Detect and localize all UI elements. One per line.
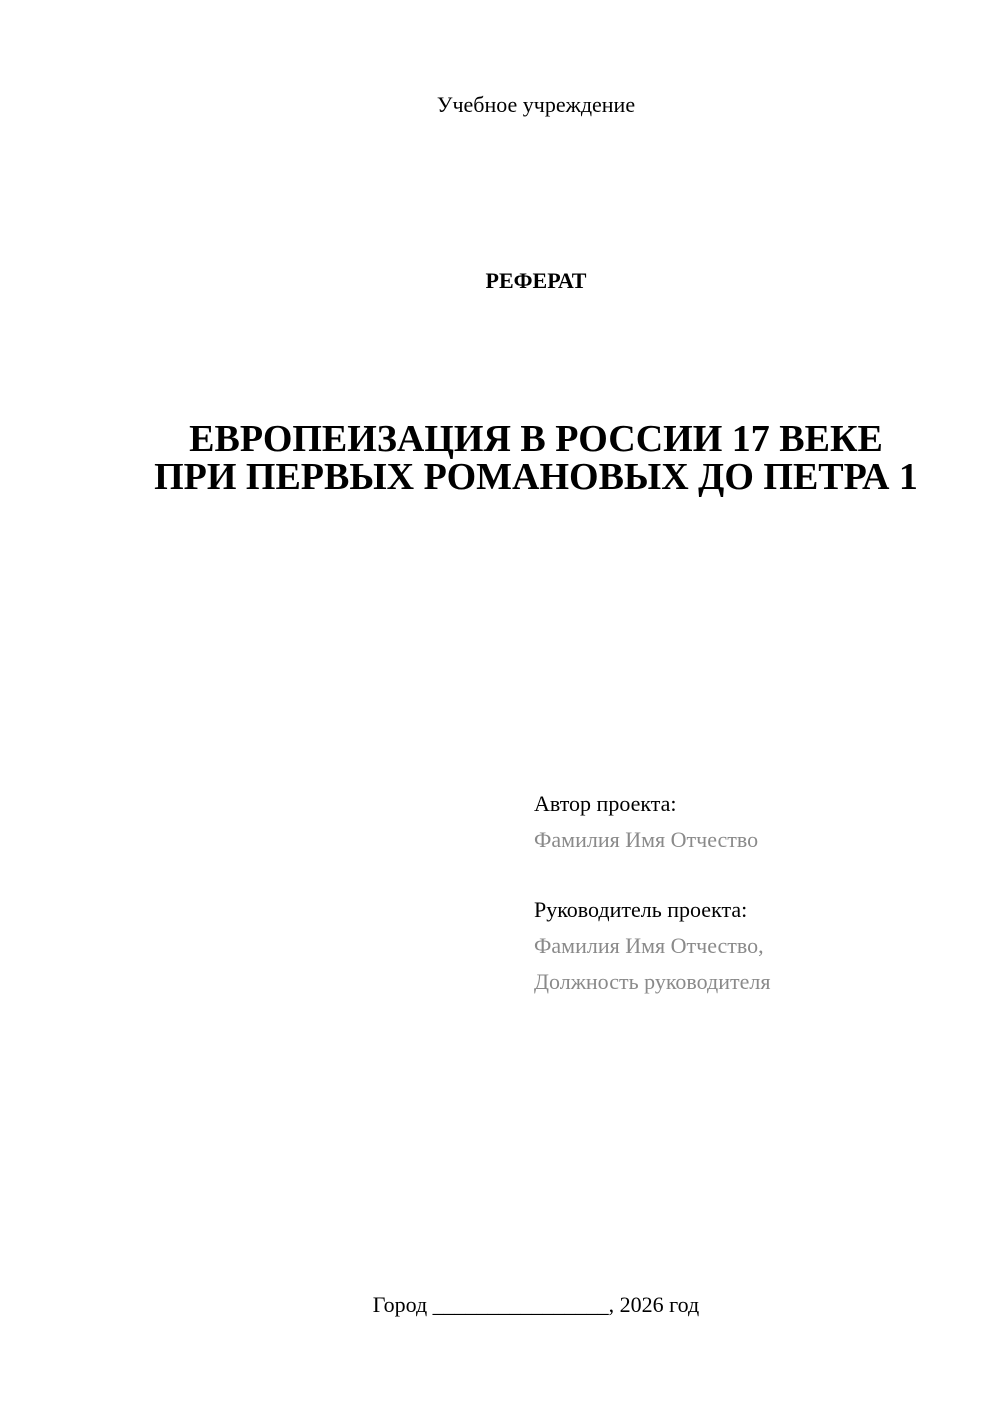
supervisor-name: Фамилия Имя Отчество, bbox=[534, 933, 764, 958]
supervisor-position: Должность руководителя bbox=[534, 969, 771, 994]
author-label: Автор проекта: bbox=[534, 791, 677, 816]
document-type: РЕФЕРАТ bbox=[485, 268, 587, 293]
author-name: Фамилия Имя Отчество bbox=[534, 827, 759, 852]
document-title: ЕВРОПЕИЗАЦИЯ В РОССИИ 17 ВЕКЕ ПРИ ПЕРВЫХ РОМАНОВЫХ ДО ПЕТРА 1 bbox=[154, 418, 918, 498]
project-info bbox=[534, 786, 964, 1000]
city-year-line: Город ________________, 2026 год bbox=[372, 1292, 700, 1317]
institution-name: Учебное учреждение bbox=[436, 92, 636, 117]
supervisor-label: Руководитель проекта: bbox=[534, 897, 748, 922]
spacer bbox=[534, 858, 964, 892]
